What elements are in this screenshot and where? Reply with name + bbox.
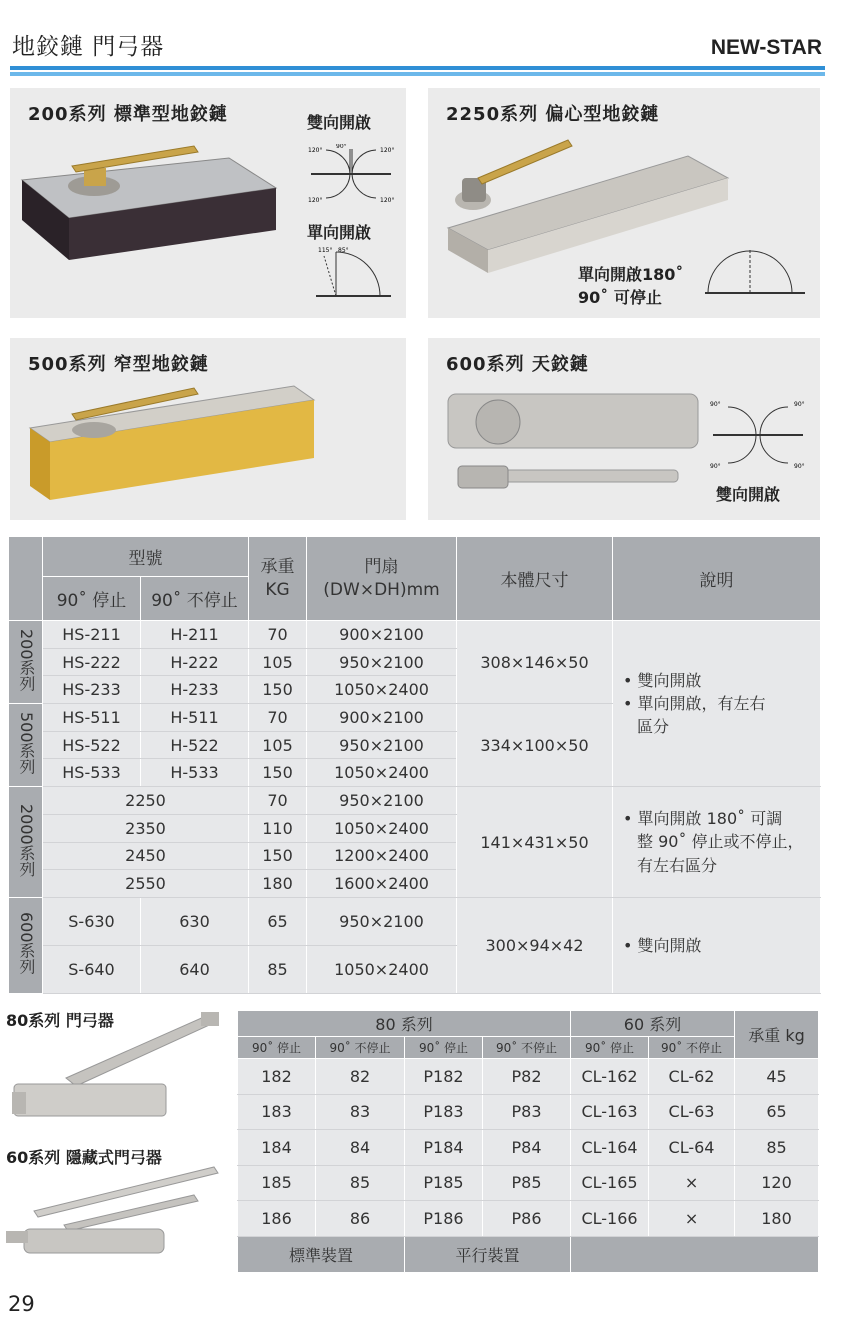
page-number: 29 — [8, 1292, 35, 1316]
label-double-open: 雙向開啟 — [307, 113, 372, 132]
table-cell: 950×2100 — [307, 787, 457, 815]
footer-parallel: 平行裝置 — [405, 1236, 571, 1272]
table-cell: 1600×2400 — [307, 870, 457, 898]
table-cell: H-222 — [141, 648, 249, 676]
table-cell: 2350 — [43, 814, 249, 842]
table-cell: HS-233 — [43, 676, 141, 704]
table-cell: P184 — [405, 1130, 483, 1166]
table-cell: H-233 — [141, 676, 249, 704]
header-sub: 90˚ 停止 — [405, 1037, 483, 1059]
table-cell: P185 — [405, 1165, 483, 1201]
desc-line: 整 90˚ 停止或不停止， — [637, 832, 804, 852]
table-cell: 150 — [249, 842, 307, 870]
table-cell: 45 — [735, 1059, 819, 1095]
table-cell: 85 — [249, 945, 307, 993]
group-label: 2000系列 — [9, 787, 43, 898]
panel-600-series — [428, 338, 820, 520]
header-blank — [9, 537, 43, 621]
table-cell: HS-222 — [43, 648, 141, 676]
angle-label: 90° — [336, 144, 347, 150]
table-row — [238, 1201, 819, 1237]
header-sub: 90˚ 停止 — [238, 1037, 316, 1059]
header-sub: 90˚ 不停止 — [483, 1037, 571, 1059]
table-cell: 86 — [316, 1201, 405, 1237]
table-cell: 110 — [249, 814, 307, 842]
table-cell: 105 — [249, 648, 307, 676]
note-line-2: 90˚ 可停止 — [578, 288, 662, 307]
angle-label: 120° — [308, 147, 323, 154]
panel-2250-series — [428, 88, 820, 318]
label-single-open: 單向開啟 — [307, 223, 372, 242]
label-double-open: 雙向開啟 — [716, 485, 781, 504]
table-cell-body: 141×431×50 — [457, 787, 613, 898]
table-cell: 900×2100 — [307, 621, 457, 649]
floor-hinge-200-image — [14, 138, 284, 268]
table-cell: 84 — [316, 1130, 405, 1166]
panel-title: 200系列 標準型地鉸鏈 — [28, 104, 228, 125]
table-row — [238, 1094, 819, 1130]
table-cell: 120 — [735, 1165, 819, 1201]
angle-label: 120° — [380, 197, 395, 204]
table-cell: H-522 — [141, 731, 249, 759]
header-load: 承重 KG — [249, 537, 307, 621]
footer-blank — [571, 1236, 819, 1272]
table-cell: 105 — [249, 731, 307, 759]
closer-60-title: 60系列 隱藏式門弓器 — [6, 1148, 162, 1167]
table-cell: H-211 — [141, 621, 249, 649]
table-cell: 182 — [238, 1059, 316, 1095]
table-cell: 183 — [238, 1094, 316, 1130]
angle-label: 115° — [318, 247, 333, 254]
table-cell: 185 — [238, 1165, 316, 1201]
group-label: 500系列 — [9, 704, 43, 787]
closer-80-title: 80系列 門弓器 — [6, 1011, 114, 1030]
double-swing-diagram — [708, 400, 808, 470]
table-row — [238, 1130, 819, 1166]
table-cell: P84 — [483, 1130, 571, 1166]
table-cell: 950×2100 — [307, 731, 457, 759]
table-cell: 70 — [249, 621, 307, 649]
table-cell: 150 — [249, 676, 307, 704]
table-cell: CL-164 — [571, 1130, 649, 1166]
panel-title: 600系列 天鉸鏈 — [446, 354, 589, 375]
panel-200-series — [10, 88, 406, 318]
panel-title: 2250系列 偏心型地鉸鏈 — [446, 104, 660, 125]
angle-label: 90° — [794, 401, 805, 408]
door-closer-80-image — [6, 1008, 226, 1118]
angle-label: 120° — [380, 147, 395, 154]
table-cell: HS-533 — [43, 759, 141, 787]
table-cell: CL-166 — [571, 1201, 649, 1237]
spec-table — [8, 536, 821, 994]
header-door: 門扇 (DW×DH)mm — [307, 537, 457, 621]
table-cell: P85 — [483, 1165, 571, 1201]
table-cell: 630 — [141, 897, 249, 945]
table-cell: 184 — [238, 1130, 316, 1166]
table-cell: CL-62 — [649, 1059, 735, 1095]
header-desc: 說明 — [613, 537, 821, 621]
table-cell: P182 — [405, 1059, 483, 1095]
table-cell: P183 — [405, 1094, 483, 1130]
angle-label: 85° — [338, 247, 349, 254]
table-cell: 186 — [238, 1201, 316, 1237]
header-model: 型號 — [43, 537, 249, 577]
table-cell: 70 — [249, 704, 307, 732]
table-cell: CL-64 — [649, 1130, 735, 1166]
header-nostop90: 90˚ 不停止 — [141, 577, 249, 621]
angle-label: 90° — [710, 401, 721, 408]
top-pivot-600-image — [438, 378, 708, 508]
table-cell: 65 — [249, 897, 307, 945]
table-row — [238, 1165, 819, 1201]
table-cell: P186 — [405, 1201, 483, 1237]
table-cell-body: 300×94×42 — [457, 897, 613, 993]
table-cell: 180 — [249, 870, 307, 898]
table-cell: 180 — [735, 1201, 819, 1237]
table-cell: × — [649, 1165, 735, 1201]
floor-hinge-500-image — [24, 378, 324, 508]
table-cell: 1050×2400 — [307, 676, 457, 704]
closer-table — [237, 1010, 819, 1273]
header-rule — [10, 66, 825, 70]
table-cell: 85 — [316, 1165, 405, 1201]
note-line-1: 單向開啟180˚ — [578, 265, 684, 284]
header-sub: 90˚ 不停止 — [649, 1037, 735, 1059]
table-cell: × — [649, 1201, 735, 1237]
table-cell: 900×2100 — [307, 704, 457, 732]
table-cell-desc — [613, 897, 821, 993]
table-cell: 1200×2400 — [307, 842, 457, 870]
table-cell: 950×2100 — [307, 897, 457, 945]
header-sub: 90˚ 停止 — [571, 1037, 649, 1059]
page-title: 地鉸鏈 門弓器 — [12, 34, 165, 60]
angle-label: 120° — [308, 197, 323, 204]
desc-line: • 單向開啟，有左右 — [623, 693, 766, 713]
table-cell: HS-522 — [43, 731, 141, 759]
desc-line: 區分 — [637, 717, 670, 737]
table-cell: 1050×2400 — [307, 759, 457, 787]
header-body: 本體尺寸 — [457, 537, 613, 621]
table-cell: HS-511 — [43, 704, 141, 732]
table-cell: P82 — [483, 1059, 571, 1095]
group-label: 200系列 — [9, 621, 43, 704]
table-cell: H-511 — [141, 704, 249, 732]
floor-hinge-2250-image — [438, 128, 738, 278]
table-cell: 2450 — [43, 842, 249, 870]
table-cell: 1050×2400 — [307, 814, 457, 842]
table-cell: HS-211 — [43, 621, 141, 649]
table-cell: 70 — [249, 787, 307, 815]
header-group-60: 60 系列 — [571, 1011, 735, 1037]
table-cell: 2550 — [43, 870, 249, 898]
table-cell: 82 — [316, 1059, 405, 1095]
table-cell: 2250 — [43, 787, 249, 815]
single-swing-diagram — [306, 246, 396, 306]
angle-label: 90° — [794, 463, 805, 470]
table-cell: 150 — [249, 759, 307, 787]
table-cell: CL-162 — [571, 1059, 649, 1095]
table-cell: P86 — [483, 1201, 571, 1237]
desc-line: • 單向開啟 180˚ 可調 — [623, 809, 783, 829]
panel-500-series — [10, 338, 406, 520]
header-group-80: 80 系列 — [238, 1011, 571, 1037]
table-cell: S-640 — [43, 945, 141, 993]
brand-name: NEW-STAR — [710, 36, 822, 59]
footer-standard: 標準裝置 — [238, 1236, 405, 1272]
table-cell: 950×2100 — [307, 648, 457, 676]
angle-label: 90° — [710, 463, 721, 470]
desc-line: 有左右區分 — [637, 855, 718, 875]
table-cell-desc — [613, 787, 821, 898]
table-cell-body: 334×100×50 — [457, 704, 613, 787]
single-swing-180-diagram — [700, 243, 810, 313]
table-cell: 85 — [735, 1130, 819, 1166]
header-stop90: 90˚ 停止 — [43, 577, 141, 621]
header-sub: 90˚ 不停止 — [316, 1037, 405, 1059]
table-cell: 640 — [141, 945, 249, 993]
table-cell: 1050×2400 — [307, 945, 457, 993]
table-cell: S-630 — [43, 897, 141, 945]
panel-title: 500系列 窄型地鉸鏈 — [28, 354, 209, 375]
table-cell: CL-63 — [649, 1094, 735, 1130]
group-label: 600系列 — [9, 897, 43, 993]
table-cell-body: 308×146×50 — [457, 621, 613, 704]
table-cell: CL-165 — [571, 1165, 649, 1201]
table-cell: CL-163 — [571, 1094, 649, 1130]
table-cell: 83 — [316, 1094, 405, 1130]
table-cell: H-533 — [141, 759, 249, 787]
double-swing-diagram — [306, 144, 396, 204]
table-cell: P83 — [483, 1094, 571, 1130]
desc-line: • 雙向開啟 — [623, 670, 702, 690]
header-rule-light — [10, 72, 825, 76]
table-cell: 65 — [735, 1094, 819, 1130]
door-closer-60-image — [4, 1165, 229, 1275]
table-row — [238, 1059, 819, 1095]
desc-line: • 雙向開啟 — [623, 935, 702, 955]
table-cell-desc — [613, 621, 821, 787]
header-load: 承重 kg — [735, 1011, 819, 1059]
